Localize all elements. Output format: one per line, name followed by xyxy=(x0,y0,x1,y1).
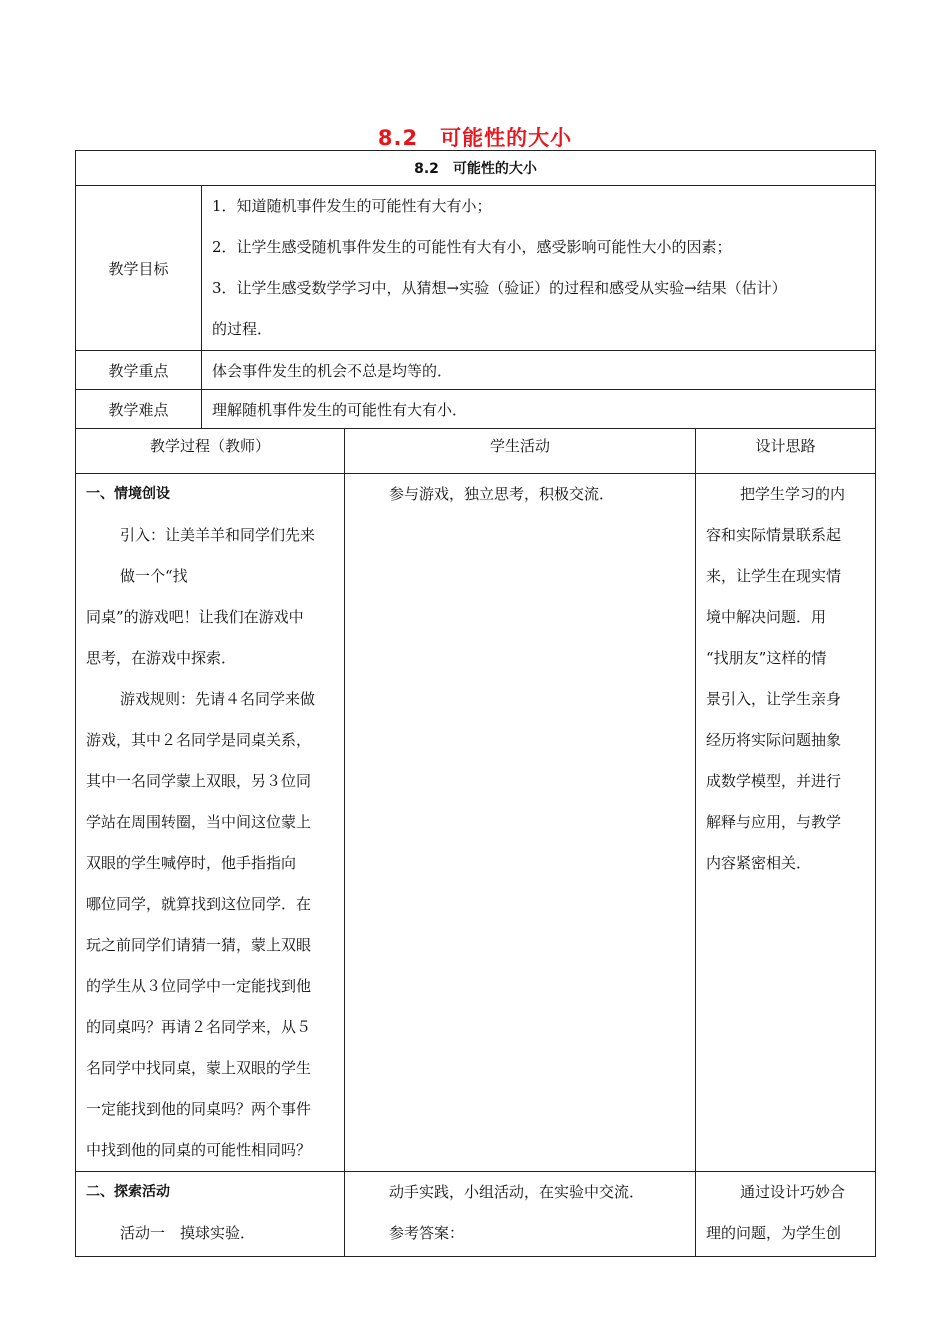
teacher-line: 活动一 摸球实验． xyxy=(120,1224,256,1242)
teacher-line: 思考，在游戏中探索． xyxy=(86,649,237,667)
student-line: 动手实践，小组活动，在实验中交流． xyxy=(389,1183,645,1201)
goal-line: 3．让学生感受数学学习中，从猜想→实验（验证）的过程和感受从实验→结果（估计） xyxy=(212,279,787,297)
difficulty-label: 教学难点 xyxy=(76,390,202,429)
key-point-label: 教学重点 xyxy=(76,351,202,390)
teacher-line: 学站在周围转圈，当中间这位蒙上 xyxy=(86,813,312,831)
difficulty-text: 理解随机事件发生的可能性有大有小． xyxy=(202,390,876,429)
section2-heading: 二、探索活动 xyxy=(86,1184,170,1200)
goals-label: 教学目标 xyxy=(76,186,202,351)
section1-teacher xyxy=(76,474,345,1172)
design-line: “找朋友”这样的情 xyxy=(706,649,827,667)
column-header-design-text: 设计思路 xyxy=(755,437,816,455)
design-line: 境中解决问题．用 xyxy=(706,608,827,626)
teacher-line: 同桌”的游戏吧！让我们在游戏中 xyxy=(86,608,304,626)
document-title: 8.2 可能性的大小 xyxy=(377,126,573,150)
design-line: 通过设计巧妙合 xyxy=(740,1183,846,1201)
section1-student xyxy=(345,474,696,1172)
student-line: 参与游戏，独立思考，积极交流． xyxy=(389,485,615,503)
student-line: 参考答案： xyxy=(389,1224,465,1242)
design-line: 景引入，让学生亲身 xyxy=(706,690,842,708)
teacher-line: 一定能找到他的同桌吗？两个事件 xyxy=(86,1100,312,1118)
teacher-line: 双眼的学生喊停时，他手指指向 xyxy=(86,854,297,872)
teacher-line: 哪位同学，就算找到这位同学．在 xyxy=(86,895,312,913)
teacher-line: 玩之前同学们请猜一猜，蒙上双眼 xyxy=(86,936,312,954)
key-point-text: 体会事件发生的机会不总是均等的． xyxy=(202,351,876,390)
teacher-line: 中找到他的同桌的可能性相同吗？ xyxy=(86,1141,312,1159)
design-line: 内容紧密相关． xyxy=(706,854,812,872)
section1-heading: 一、情境创设 xyxy=(86,486,170,502)
goal-line: 2．让学生感受随机事件发生的可能性有大有小，感受影响可能性大小的因素； xyxy=(212,238,732,256)
design-line: 把学生学习的内 xyxy=(740,485,846,503)
section1-design xyxy=(696,474,876,1172)
column-header-student: 学生活动 xyxy=(345,429,696,474)
column-header-design xyxy=(696,429,876,474)
design-line: 容和实际情景联系起 xyxy=(706,526,842,544)
teacher-line: 的同桌吗？再请２名同学来，从５ xyxy=(86,1018,312,1036)
goals-content xyxy=(202,186,876,351)
teacher-line: 游戏，其中２名同学是同桌关系， xyxy=(86,731,312,749)
teacher-line: 游戏规则：先请４名同学来做 xyxy=(120,690,316,708)
lesson-plan-table xyxy=(75,150,876,1257)
column-header-teacher: 教学过程（教师） xyxy=(76,429,345,474)
table-title: 8.2 可能性的大小 xyxy=(76,151,876,186)
section2-teacher xyxy=(76,1172,345,1257)
teacher-line: 的学生从３位同学中一定能找到他 xyxy=(86,977,312,995)
design-line: 理的问题，为学生创 xyxy=(706,1224,842,1242)
design-line: 来，让学生在现实情 xyxy=(706,567,842,585)
design-line: 经历将实际问题抽象 xyxy=(706,731,842,749)
goal-line: 1．知道随机事件发生的可能性有大有小； xyxy=(212,197,492,215)
goal-line: 的过程． xyxy=(212,320,273,338)
section2-design xyxy=(696,1172,876,1257)
teacher-line: 其中一名同学蒙上双眼，另３位同 xyxy=(86,772,312,790)
section2-student xyxy=(345,1172,696,1257)
teacher-line: 引入：让美羊羊和同学们先来 xyxy=(120,526,316,544)
teacher-line: 做一个“找 xyxy=(120,567,188,585)
design-line: 解释与应用，与教学 xyxy=(706,813,842,831)
teacher-line: 名同学中找同桌，蒙上双眼的学生 xyxy=(86,1059,312,1077)
design-line: 成数学模型，并进行 xyxy=(706,772,842,790)
